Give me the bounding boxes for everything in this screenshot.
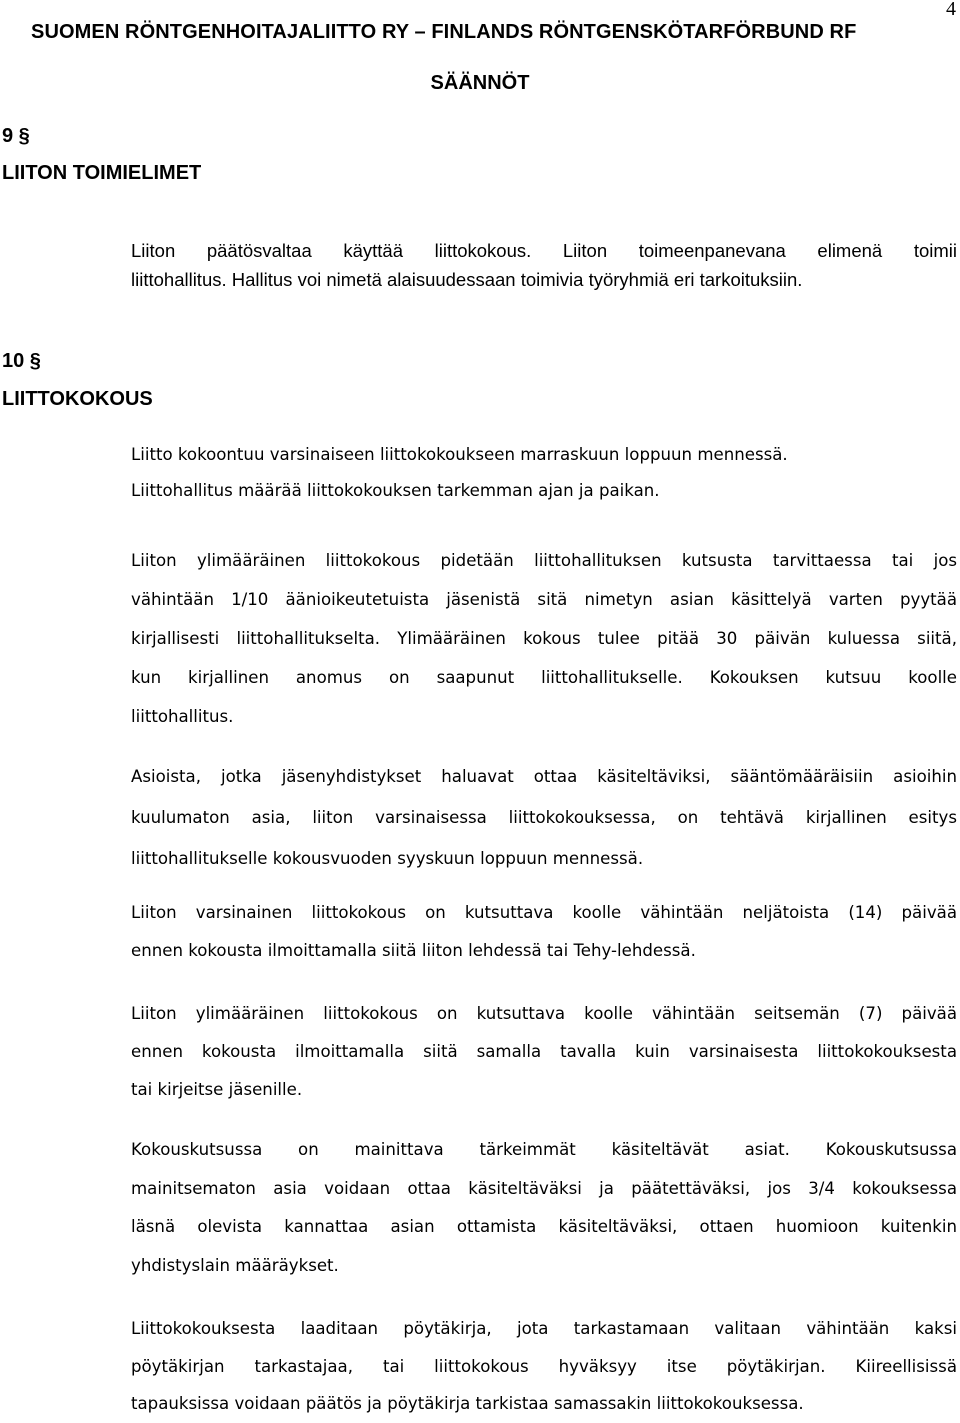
section-number: 10 § [2,350,41,372]
paragraph [131,236,957,294]
paragraph [131,995,957,1109]
paragraph-line: pöytäkirjan tarkastajaa, tai liittokokous hyväksyy itse pöytäkirjan. Kiireellisissä [131,1356,957,1376]
paragraph-line: yhdistyslain määräykset. [131,1255,339,1275]
section-number: 9 § [2,125,30,147]
paragraph [131,894,957,970]
paragraph-line: liittohallitus. [131,707,234,726]
paragraph-line: ennen kokousta ilmoittamalla siitä liiton lehdessä tai Tehy-lehdessä. [131,941,696,960]
paragraph-line: ennen kokousta ilmoittamalla siitä samalla tavalla kuin varsinaisesta liittokokouksesta [131,1042,957,1061]
paragraph [131,1131,957,1285]
paragraph [131,1310,957,1423]
paragraph-line: liittohallitus. Hallitus voi nimetä alaisuudessaan toimivia työryhmiä eri tarkoituksiin. [131,269,803,290]
paragraph-line: liittohallitukselle kokousvuoden syyskuun loppuun mennessä. [131,849,644,868]
section-heading: LIITTOKOKOUS [2,388,153,410]
paragraph-line: Liiton päätösvaltaa käyttää liittokokous. Liiton toimeenpanevana elimenä toimii [131,240,957,261]
paragraph-line: tai kirjeitse jäsenille. [131,1080,303,1099]
paragraph-line: Liittokokouksesta laaditaan pöytäkirja, jota tarkastamaan valitaan vähintään kaksi [131,1319,957,1338]
paragraph-line: kun kirjallinen anomus on saapunut liittohallitukselle. Kokouksen kutsuu koolle [131,668,957,687]
document-title: SÄÄNNÖT [430,72,530,94]
paragraph-line: tapauksissa voidaan päätös ja pöytäkirja tarkistaa samassakin liittokokouksessa. [131,1394,804,1413]
paragraph-line: Asioista, jotka jäsenyhdistykset haluavat ottaa käsiteltäviksi, sääntömääräisiin asioihin [131,767,957,786]
paragraph-line: Liittohallitus määrää liittokokouksen tarkemman ajan ja paikan. [131,481,660,500]
paragraph [131,541,957,736]
paragraph-line: kirjallisesti liittohallitukselta. Ylimääräinen kokous tulee pitää 30 päivän kuluessa siitä, [131,629,957,648]
paragraph-line: Liiton varsinainen liittokokous on kutsuttava koolle vähintään neljätoista (14) päivää [131,903,957,922]
paragraph-line: mainitsematon asia voidaan ottaa käsiteltäväksi ja päätettäväksi, jos 3/4 kokouksessa [131,1178,957,1198]
paragraph-line: läsnä olevista kannattaa asian ottamista käsiteltäväksi, ottaen huomioon kuitenkin [131,1217,957,1236]
organization-header: SUOMEN RÖNTGENHOITAJALIITTO RY – FINLANDS RÖNTGENSKÖTARFÖRBUND RF [31,21,857,43]
paragraph-line: Kokouskutsussa on mainittava tärkeimmät käsiteltävät asiat. Kokouskutsussa [131,1140,957,1159]
paragraph [131,756,957,879]
paragraph-line: kuulumaton asia, liiton varsinaisessa liittokokouksessa, on tehtävä kirjallinen esitys [131,808,957,827]
paragraph-line: Liitto kokoontuu varsinaiseen liittokokoukseen marraskuun loppuun mennessä. [131,445,788,464]
paragraph-line: Liiton ylimääräinen liittokokous pidetään liittohallituksen kutsusta tarvittaessa tai jos [131,551,957,570]
paragraph [131,437,957,509]
page-number: 4 [946,0,956,20]
section-heading: LIITON TOIMIELIMET [2,162,202,184]
paragraph-line: vähintään 1/10 äänioikeutetuista jäsenistä sitä nimetyn asian käsittelyä varten pyytää [131,590,957,609]
paragraph-line: Liiton ylimääräinen liittokokous on kutsuttava koolle vähintään seitsemän (7) päivää [131,1004,957,1023]
